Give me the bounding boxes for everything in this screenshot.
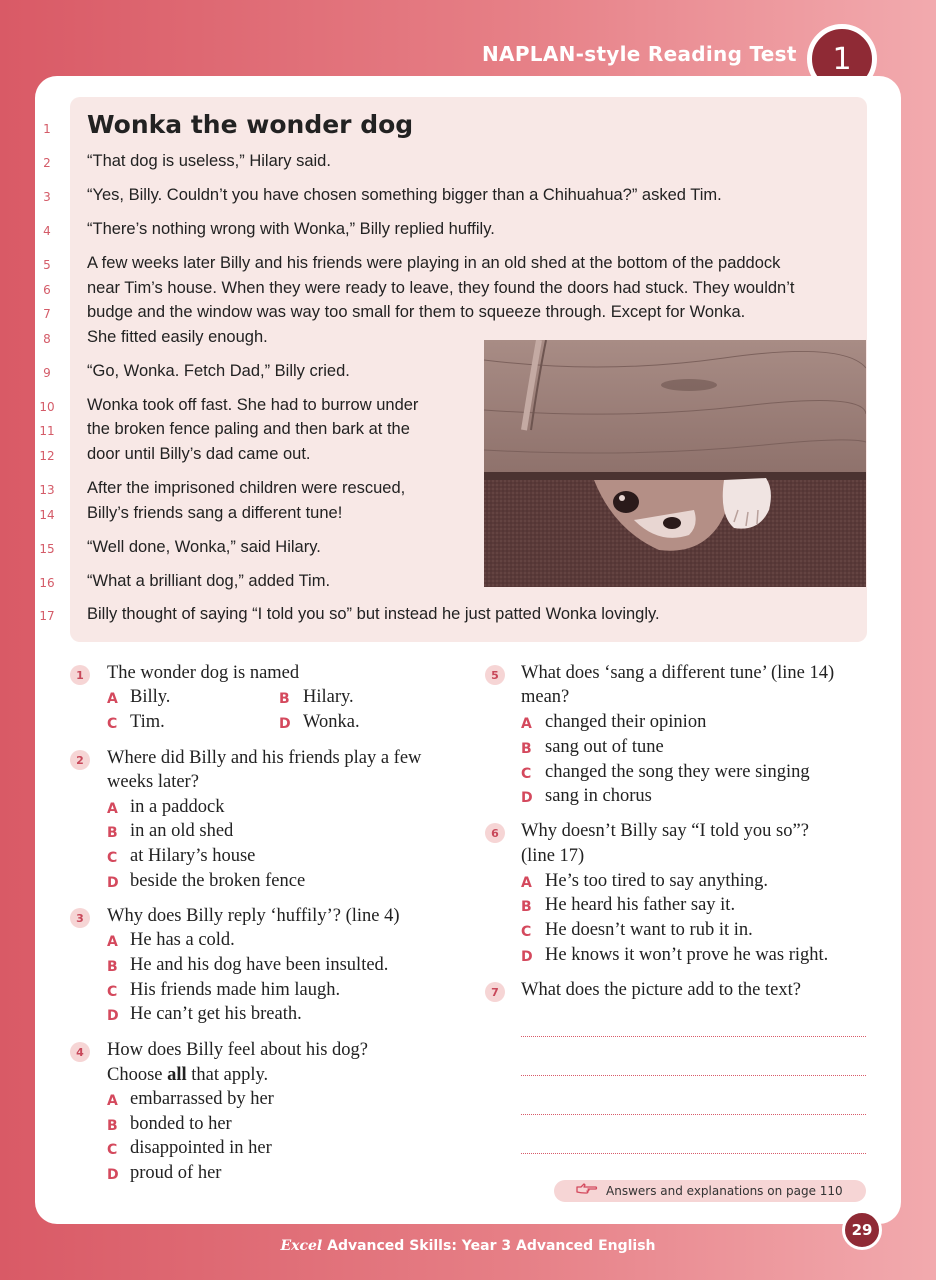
option-text[interactable]: sang in chorus: [545, 786, 652, 806]
question-text-emphasis: all: [167, 1065, 187, 1085]
option-text[interactable]: He has a cold.: [130, 930, 235, 950]
option-text[interactable]: He knows it won’t prove he was right.: [545, 945, 829, 965]
line-number: 3: [43, 190, 51, 204]
line-number: 10: [39, 400, 55, 414]
option-letter[interactable]: C: [107, 984, 118, 1000]
line-number: 9: [43, 366, 51, 380]
footer: [0, 1238, 936, 1254]
option-text[interactable]: in a paddock: [130, 797, 225, 817]
question-text: The wonder dog is named: [107, 663, 300, 683]
option-letter[interactable]: D: [107, 1008, 119, 1024]
passage-line: “That dog is useless,” Hilary said.: [87, 152, 331, 170]
answer-line[interactable]: [521, 1153, 866, 1154]
line-number: 14: [39, 508, 55, 522]
pointing-hand-icon: [576, 1182, 598, 1201]
option-text[interactable]: Hilary.: [303, 687, 354, 707]
option-text[interactable]: He’s too tired to say anything.: [545, 871, 768, 891]
option-letter[interactable]: B: [107, 825, 118, 841]
option-letter[interactable]: B: [521, 741, 532, 757]
question-number: 3: [70, 908, 90, 928]
passage-line: “Go, Wonka. Fetch Dad,” Billy cried.: [87, 362, 350, 380]
line-number: 8: [43, 332, 51, 346]
question-text: Why doesn’t Billy say “I told you so”?: [521, 821, 809, 841]
option-text[interactable]: Wonka.: [303, 712, 360, 732]
question-text: Where did Billy and his friends play a few: [107, 748, 422, 768]
option-text[interactable]: bonded to her: [130, 1114, 232, 1134]
option-letter[interactable]: A: [521, 875, 532, 891]
header-title: NAPLAN-style Reading Test: [482, 42, 797, 66]
line-number: 2: [43, 156, 51, 170]
test-number-badge: 1: [807, 24, 877, 94]
option-text[interactable]: proud of her: [130, 1163, 222, 1183]
story-title: Wonka the wonder dog: [87, 110, 414, 139]
line-number: 6: [43, 283, 51, 297]
line-number: 17: [39, 609, 55, 623]
option-letter[interactable]: A: [107, 934, 118, 950]
option-letter[interactable]: D: [279, 716, 291, 732]
passage-line: door until Billy’s dad came out.: [87, 445, 311, 463]
question-text-part: Choose: [107, 1065, 168, 1085]
option-text[interactable]: sang out of tune: [545, 737, 664, 757]
passage-line: Billy’s friends sang a different tune!: [87, 504, 343, 522]
passage-line: “What a brilliant dog,” added Tim.: [87, 572, 331, 590]
line-number: 13: [39, 483, 55, 497]
option-letter[interactable]: B: [521, 899, 532, 915]
option-text[interactable]: disappointed in her: [130, 1138, 272, 1158]
line-number: 16: [39, 576, 55, 590]
option-letter[interactable]: B: [279, 691, 290, 707]
question-text: What does the picture add to the text?: [521, 980, 801, 1000]
option-text[interactable]: at Hilary’s house: [130, 846, 256, 866]
question-text: How does Billy feel about his dog?: [107, 1040, 369, 1060]
option-text[interactable]: Tim.: [130, 712, 165, 732]
option-letter[interactable]: C: [107, 850, 118, 866]
question-text-part: that apply.: [186, 1065, 269, 1085]
question-text: mean?: [521, 687, 570, 707]
page-number-badge: 29: [842, 1210, 882, 1250]
option-text[interactable]: in an old shed: [130, 821, 234, 841]
footer-series: Advanced Skills:: [322, 1238, 462, 1254]
option-letter[interactable]: C: [521, 924, 532, 940]
footer-subtitle: Year 3 Advanced English: [461, 1238, 656, 1254]
answer-line[interactable]: [521, 1036, 866, 1037]
option-text[interactable]: embarrassed by her: [130, 1089, 274, 1109]
line-number: 12: [39, 449, 55, 463]
answer-line[interactable]: [521, 1114, 866, 1115]
passage-line: Billy thought of saying “I told you so” but instead he just patted Wonka lovingly.: [87, 605, 660, 623]
question-number: 4: [70, 1042, 90, 1062]
answer-line[interactable]: [521, 1075, 866, 1076]
option-letter[interactable]: B: [107, 1118, 118, 1134]
answers-note: [554, 1180, 866, 1202]
line-number: 1: [43, 122, 51, 136]
passage-line: “Yes, Billy. Couldn’t you have chosen something bigger than a Chihuahua?” asked Tim.: [87, 186, 722, 204]
question-number: 5: [485, 665, 505, 685]
question-text: (line 17): [521, 846, 585, 866]
question-number: 6: [485, 823, 505, 843]
option-letter[interactable]: B: [107, 959, 118, 975]
question-text: [107, 1065, 268, 1086]
passage-line: A few weeks later Billy and his friends were playing in an old shed at the bottom of the paddock: [87, 254, 781, 272]
line-number: 4: [43, 224, 51, 238]
question-number: 2: [70, 750, 90, 770]
option-letter[interactable]: A: [521, 716, 532, 732]
option-text[interactable]: beside the broken fence: [130, 871, 306, 891]
option-letter[interactable]: C: [521, 766, 532, 782]
passage-line: Wonka took off fast. She had to burrow under: [87, 396, 419, 414]
question-text: What does ‘sang a different tune’ (line 14): [521, 663, 835, 683]
passage-line: She fitted easily enough.: [87, 328, 268, 346]
passage-line: “Well done, Wonka,” said Hilary.: [87, 538, 321, 556]
option-letter[interactable]: C: [107, 1142, 118, 1158]
option-letter[interactable]: A: [107, 691, 118, 707]
option-letter[interactable]: D: [521, 790, 533, 806]
question-text: weeks later?: [107, 772, 199, 792]
option-text[interactable]: He heard his father say it.: [545, 895, 736, 915]
dog-photo: [484, 340, 866, 587]
question-text: Why does Billy reply ‘huffily’? (line 4): [107, 906, 400, 926]
question-number: 1: [70, 665, 90, 685]
line-number: 5: [43, 258, 51, 272]
option-letter[interactable]: A: [107, 1093, 118, 1109]
footer-brand: Excel: [280, 1238, 323, 1254]
question-number: 7: [485, 982, 505, 1002]
line-number: 7: [43, 307, 51, 321]
option-text[interactable]: changed the song they were singing: [545, 762, 810, 782]
option-letter[interactable]: C: [107, 716, 118, 732]
option-letter[interactable]: D: [107, 1167, 119, 1183]
line-number: 15: [39, 542, 55, 556]
passage-line: the broken fence paling and then bark at the: [87, 420, 410, 438]
option-text[interactable]: He and his dog have been insulted.: [130, 955, 389, 975]
line-number: 11: [39, 424, 55, 438]
passage-line: “There’s nothing wrong with Wonka,” Billy replied huffily.: [87, 220, 495, 238]
passage-line: budge and the window was way too small for them to squeeze through. Except for Wonka.: [87, 303, 746, 321]
passage-line: near Tim’s house. When they were ready to leave, they found the doors had stuck. They wouldn’t: [87, 279, 795, 297]
option-text[interactable]: He can’t get his breath.: [130, 1004, 302, 1024]
option-letter[interactable]: A: [107, 801, 118, 817]
option-text[interactable]: Billy.: [130, 687, 171, 707]
option-letter[interactable]: D: [107, 875, 119, 891]
answers-note-text: Answers and explanations on page 110: [606, 1184, 843, 1198]
passage-line: After the imprisoned children were rescued,: [87, 479, 406, 497]
option-text[interactable]: changed their opinion: [545, 712, 707, 732]
option-text[interactable]: He doesn’t want to rub it in.: [545, 920, 753, 940]
option-letter[interactable]: D: [521, 949, 533, 965]
option-text[interactable]: His friends made him laugh.: [130, 980, 341, 1000]
